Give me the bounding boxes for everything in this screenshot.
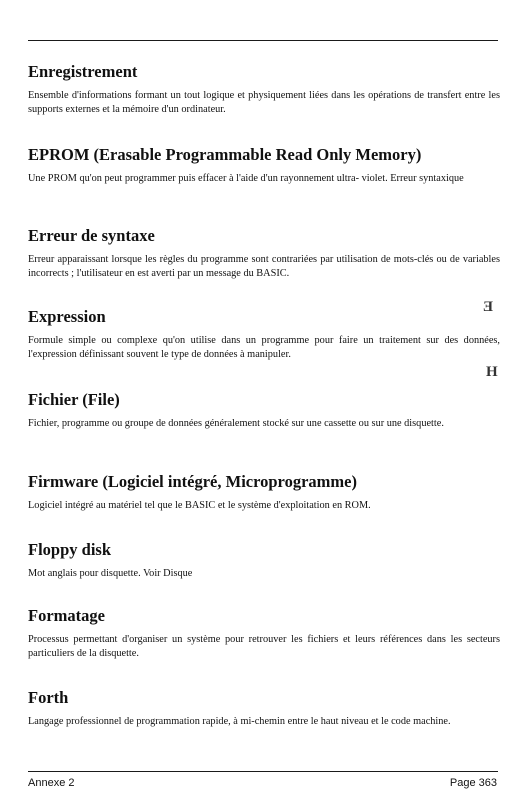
margin-mark: H (486, 364, 498, 380)
entry-definition: Logiciel intégré au matériel tel que le BASIC et le système d'exploitation en ROM. (28, 500, 371, 511)
glossary-entry (28, 226, 500, 281)
entry-definition: Erreur apparaissant lorsque les règles du programme sont contrariées par utilisation de mots-clés ou de variables incorrects ; l'utilisateur en est averti par un message du BASIC. (28, 254, 500, 279)
page-number: Page 363 (449, 777, 497, 789)
footer-section: Annexe 2 (28, 777, 75, 789)
entry-term: Fichier (File) (28, 390, 120, 409)
top-rule (28, 40, 498, 41)
glossary-entry (28, 606, 500, 661)
entry-definition: Fichier, programme ou groupe de données généralement stocké sur une cassette ou sur une disquette. (28, 418, 444, 429)
entry-definition: Langage professionnel de programmation rapide, à mi-chemin entre le haut niveau et le code machine. (28, 716, 451, 727)
glossary-entry (28, 688, 500, 729)
entry-term: Erreur de syntaxe (28, 226, 155, 245)
entry-definition: Processus permettant d'organiser un système pour retrouver les fichiers et leurs références dans les secteurs particuliers de la disquette. (28, 634, 500, 659)
entry-term: Expression (28, 307, 106, 326)
entry-term: Forth (28, 688, 69, 707)
entry-term: Floppy disk (28, 540, 111, 559)
bottom-rule (28, 771, 498, 772)
glossary-entry (28, 390, 500, 431)
entry-definition: Ensemble d'informations formant un tout logique et physiquement liées dans les opérations de transfert entre les supports externes et la mémoire d'un ordinateur. (28, 90, 500, 115)
glossary-entry (28, 145, 500, 186)
entry-term: Enregistrement (28, 62, 138, 81)
glossary-entry (28, 540, 500, 581)
glossary-entry (28, 472, 500, 513)
entry-definition: Mot anglais pour disquette. Voir Disque (28, 568, 193, 579)
entry-term: Formatage (28, 606, 105, 625)
glossary-entry (28, 62, 500, 117)
glossary-entry (28, 307, 500, 362)
entry-definition: Formule simple ou complexe qu'on utilise dans un programme pour faire un traitement sur des données, l'expression définissant souvent le type de données à manipuler. (28, 335, 500, 360)
margin-mark: Ǝ (483, 299, 494, 315)
entry-definition: Une PROM qu'on peut programmer puis effacer à l'aide d'un rayonnement ultra- violet. Erreur syntaxique (28, 173, 464, 184)
entry-term: Firmware (Logiciel intégré, Microprogramme) (28, 472, 357, 491)
entry-term: EPROM (Erasable Programmable Read Only Memory) (28, 145, 422, 164)
